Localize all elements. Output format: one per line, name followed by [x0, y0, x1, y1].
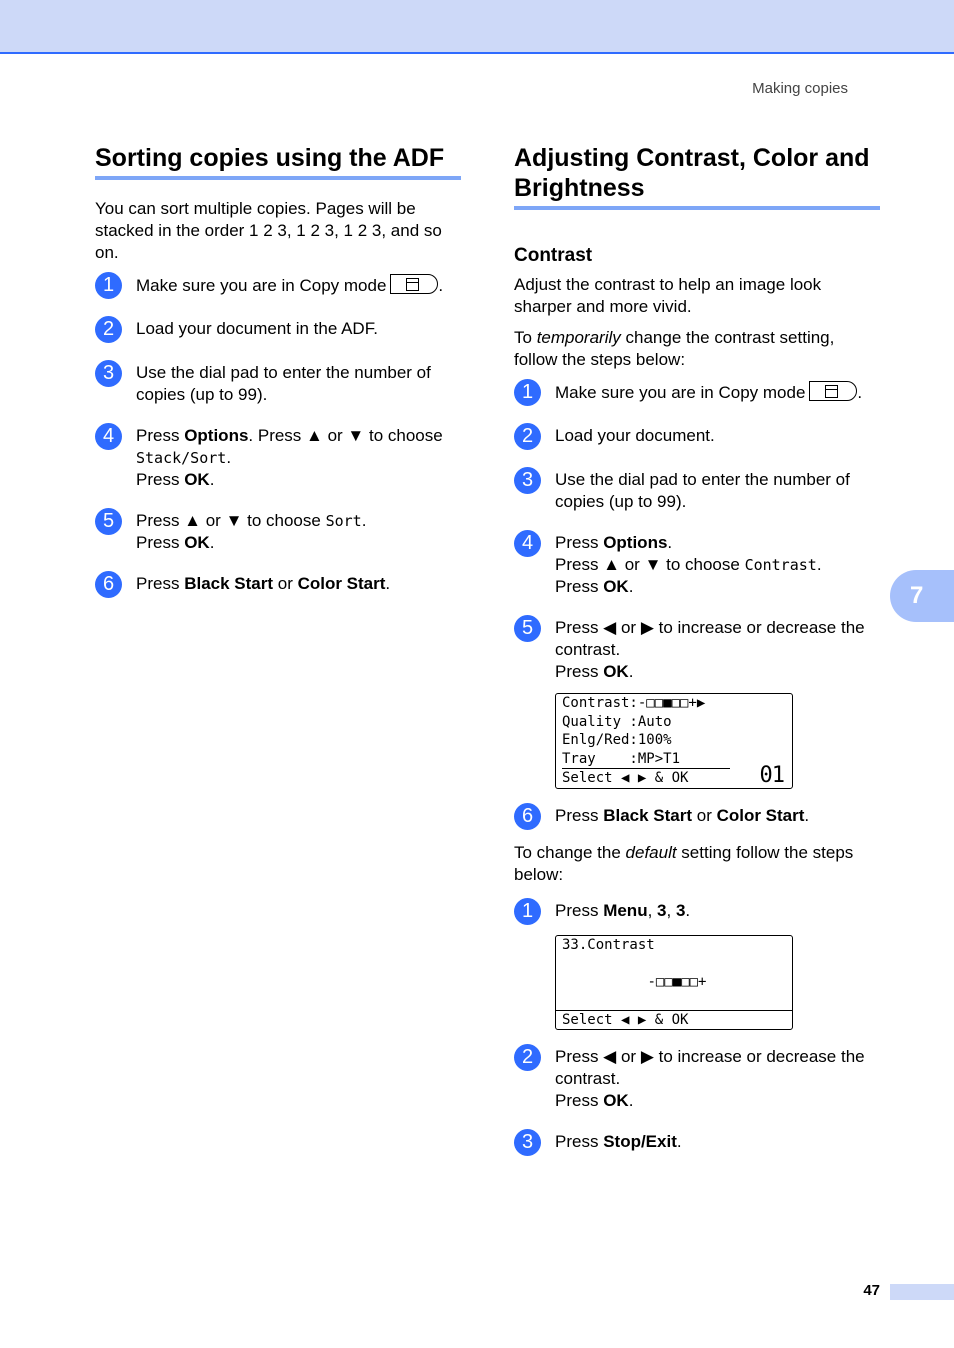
step-text: Use the dial pad to enter the number of copies (up to 99).	[136, 363, 431, 404]
step-number: 3	[95, 360, 122, 387]
subsection-title-contrast: Contrast	[514, 245, 593, 266]
step-text: Use the dial pad to enter the number of copies (up to 99).	[555, 470, 850, 511]
chapter-tab: 7	[890, 570, 954, 622]
step-number: 5	[95, 508, 122, 535]
step-number: 2	[95, 316, 122, 343]
running-head: Making copies	[752, 80, 848, 97]
lcd-row: Contrast:-□□■□□+▶	[562, 695, 706, 711]
contrast-temporary-steps	[514, 381, 880, 830]
step	[95, 318, 461, 343]
page-number: 47	[863, 1282, 880, 1299]
step	[95, 274, 461, 299]
step	[514, 381, 880, 406]
contrast-default: To change the default setting follow the steps below:	[514, 842, 854, 884]
step-number: 2	[514, 423, 541, 450]
step-number: 1	[95, 272, 122, 299]
step-text: Press ▲ or ▼ to choose Sort. Press OK.	[136, 511, 367, 552]
step-text: Load your document in the ADF.	[136, 319, 378, 338]
step	[514, 900, 880, 925]
step-text: Press ◀ or ▶ to increase or decrease the contrast. Press OK.	[555, 618, 865, 681]
step	[514, 1046, 880, 1112]
lcd-copy-count: 01	[759, 762, 784, 788]
lcd-select-hint: Select ◀ ▶ & OK	[556, 1010, 792, 1030]
section-title-contrast: Adjusting Contrast, Color and Brightness	[514, 143, 880, 210]
step-text: Load your document.	[555, 426, 715, 445]
step	[514, 1131, 880, 1156]
left-column	[95, 143, 461, 617]
step-number: 5	[514, 615, 541, 642]
step	[514, 805, 880, 830]
step	[514, 425, 880, 450]
step-text: Make sure you are in Copy mode .	[136, 276, 444, 295]
copy-mode-icon	[809, 381, 857, 401]
step-text: Press Menu, 3, 3.	[555, 900, 691, 920]
lcd-contrast-scale: -□□■□□+	[647, 973, 707, 990]
sorting-intro: You can sort multiple copies. Pages will be stacked in the order 1 2 3, 1 2 3, 1 2 3, and so on.	[95, 199, 442, 262]
lcd-row: Quality :Auto	[562, 713, 672, 730]
step	[95, 510, 461, 554]
lcd-display-menu	[555, 935, 793, 1031]
step	[514, 532, 880, 598]
step	[95, 573, 461, 598]
step-number: 1	[514, 898, 541, 925]
lcd-row: Enlg/Red:100%	[562, 732, 672, 748]
step	[95, 425, 461, 491]
lcd-row: Tray :MP>T1	[562, 750, 681, 767]
lcd-display-options	[555, 693, 793, 789]
step-text: Make sure you are in Copy mode .	[555, 383, 863, 402]
step-number: 4	[95, 423, 122, 450]
step-text: Press ◀ or ▶ to increase or decrease the contrast. Press OK.	[555, 1047, 865, 1110]
step-number: 2	[514, 1044, 541, 1071]
step-text: Press Options. Press ▲ or ▼ to choose Contrast. Press OK.	[555, 533, 822, 596]
step	[514, 617, 880, 683]
step-text: Press Black Start or Color Start.	[555, 805, 810, 825]
contrast-default-steps	[514, 900, 880, 1157]
contrast-intro: Adjust the contrast to help an image look sharper and more vivid.	[514, 275, 822, 316]
copy-mode-icon	[390, 274, 438, 294]
step-text: Press Options. Press ▲ or ▼ to choose Stack/Sort. Press OK.	[136, 426, 443, 489]
footer-bar	[890, 1284, 954, 1300]
step-number: 1	[514, 379, 541, 406]
section-title-sorting: Sorting copies using the ADF	[95, 143, 461, 180]
sorting-steps	[95, 274, 461, 598]
right-column	[514, 143, 880, 1175]
header-bar	[0, 0, 954, 54]
lcd-select-hint: Select ◀ ▶ & OK	[562, 768, 730, 788]
step-number: 6	[95, 571, 122, 598]
step-number: 6	[514, 803, 541, 830]
contrast-temporary: To temporarily change the contrast setting, follow the steps below:	[514, 328, 835, 369]
step	[95, 362, 461, 406]
step	[514, 469, 880, 513]
step-number: 4	[514, 530, 541, 557]
step-text: Press Stop/Exit.	[555, 1132, 682, 1151]
lcd-row: 33.Contrast	[562, 936, 655, 953]
step-text: Press Black Start or Color Start.	[136, 574, 391, 593]
step-number: 3	[514, 1129, 541, 1156]
step-number: 3	[514, 467, 541, 494]
